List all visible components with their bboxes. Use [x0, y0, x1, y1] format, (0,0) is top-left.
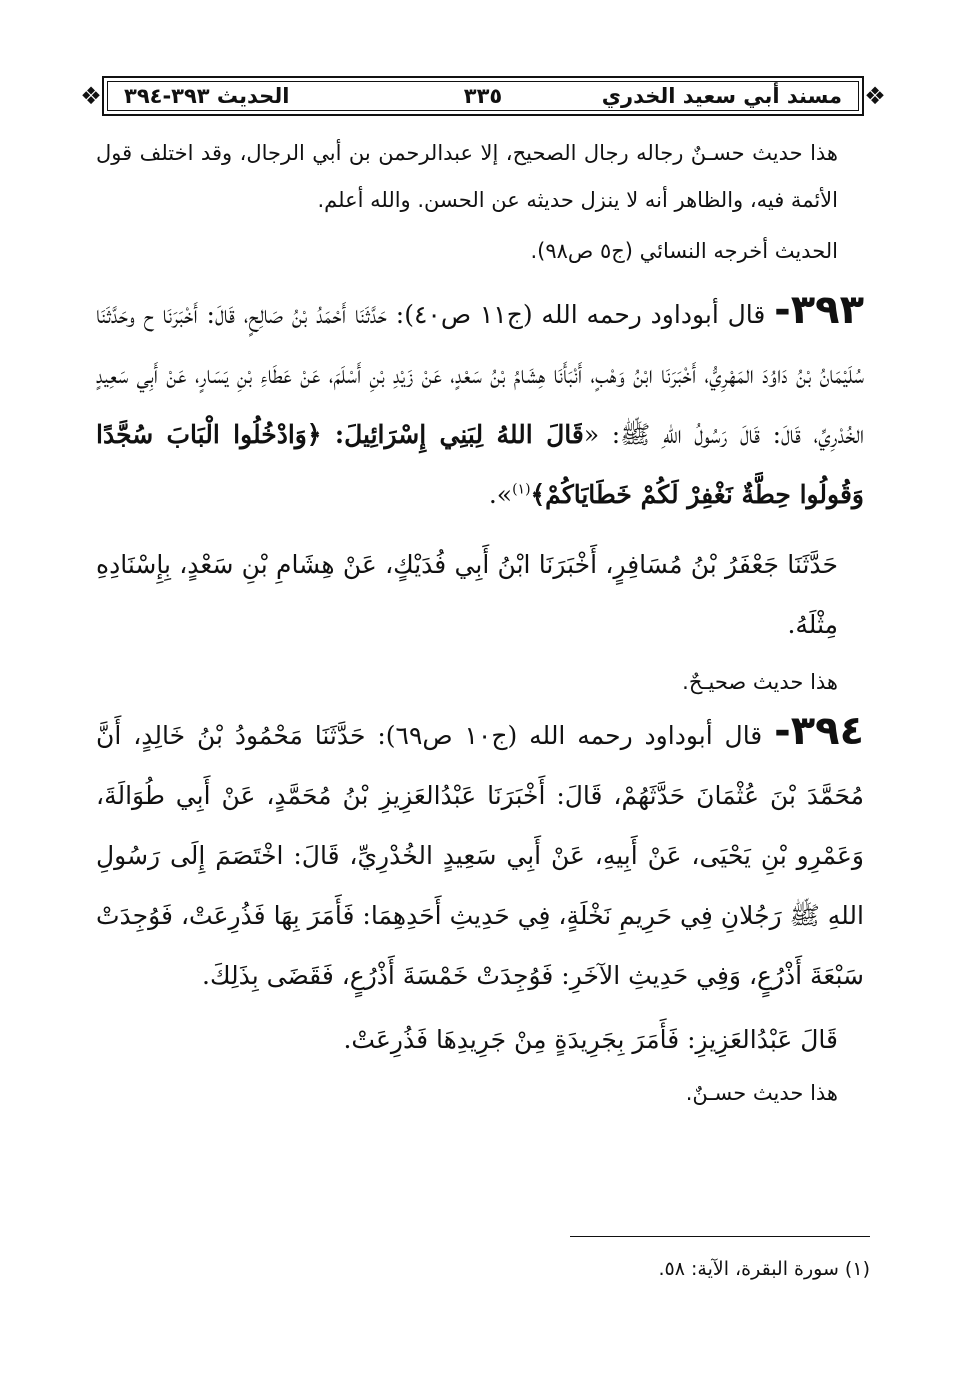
intro-takhrij: الحديث أخرجه النسائي (ج٥ ص٩٨). [530, 239, 838, 263]
hadith-394 [96, 706, 864, 1006]
hadith-number-393: ٣٩٣- [774, 287, 865, 333]
hadith-393-grade: هذا حديث صحيـحٌ. [682, 670, 838, 694]
footnote-divider [570, 1236, 870, 1237]
hadith-393 [96, 285, 864, 525]
quote-close: ». [488, 480, 513, 509]
hadith-393-second-chain: حَدَّثَنَا جَعْفَرُ بْنُ مُسَافِرٍ، أَخْبَرَنَا ابْنُ أَبِي فُدَيْكٍ، عَنْ هِشَامِ بْنِ سَعْدٍ، بِإِسْنَادِهِ مِثْلَهُ. [96, 550, 838, 639]
quran-quote: قَالَ اللهُ لِبَنِي إِسْرَائِيلَ: ﴿وَادْخُلُوا الْبَابَ سُجَّدًا وَقُولُوا حِطَّةٌ نَغْفِرْ لَكُمْ خَطَايَاكُمْ﴾ [96, 420, 864, 509]
hadith-number-394: ٣٩٤- [774, 708, 865, 754]
hadith-range: الحديث ٣٩٣-٣٩٤ [124, 84, 290, 108]
hadith-393-text: قال أبوداود رحمه الله (ج١١ ص٤٠): حَدَّثَنَا أَحْمَدُ بْنُ صَالِحٍ، قَالَ: أَخْبَرَنَا ح وحَدَّثَنَا سُلَيْمَانُ بْنُ دَاوُدَ المَهْرِيُّ، أَخْبَرَنَا ابْنُ وَهْبٍ، أَنْبَأَنَا هِشَامُ بْنُ سَعْدٍ، عَنْ زَيْدِ بْنِ أَسْلَمَ، عَنْ عَطَاءِ بْنِ يَسَارٍ، عَنْ أَبِي سَعِيدٍ الخُدْرِيِّ، قَالَ: قَالَ رَسُولُ اللهِ ﷺ: « [96, 300, 865, 449]
ornament-left-icon: ❖ [80, 82, 102, 110]
page-body [96, 130, 864, 1117]
hadith-394-text: قال أبوداود رحمه الله (ج١٠ ص٦٩): حَدَّثَنَا مَحْمُودُ بْنُ خَالِدٍ، أَنَّ مُحَمَّدَ بْنَ عُثْمَانَ حَدَّثَهُمْ، قَالَ: أَخْبَرَنَا عَبْدُالعَزِيزِ بْنُ مُحَمَّدٍ، عَنْ أَبِي طُوَالَةَ، وَعَمْرِو بْنِ يَحْيَى، عَنْ أَبِيهِ، عَنْ أَبِي سَعِيدٍ الخُدْرِيِّ، قَالَ: اخْتَصَمَ إِلَى رَسُولِ اللهِ ﷺ رَجُلانِ فِي حَرِيمِ نَخْلَةٍ، فِي حَدِيثِ أَحَدِهِمَا: فَأَمَرَ بِهَا فَذُرِعَتْ، فَوُجِدَتْ سَبْعَةَ أَذْرُعٍ، وَفِي حَدِيثِ الآخَرِ: فَوُجِدَتْ خَمْسَةَ أَذْرُعٍ، فَقَضَى بِذَلِكَ. [96, 721, 864, 990]
ornament-right-icon: ❖ [864, 82, 886, 110]
footnote-1: (١) سورة البقرة، الآية: ٥٨. [658, 1258, 870, 1280]
page-number: ٣٣٥ [463, 84, 503, 108]
footnote-ref-1[interactable]: (١) [512, 481, 531, 498]
page-header [80, 68, 886, 124]
hadith-394-note: قَالَ عَبْدُالعَزِيزِ: فَأَمَرَ بِجَرِيدَةٍ مِنْ جَرِيدِهَا فَذُرِعَتْ. [343, 1025, 838, 1054]
hadith-394-grade: هذا حديث حسـنٌ. [685, 1081, 838, 1105]
running-title: مسند أبي سعيد الخدري [601, 84, 842, 108]
intro-grade: هذا حديث حسـنٌ رجاله رجال الصحيح، إلا عبدالرحمن بن أبي الرجال، وقد اختلف قول الأئمة فيه، والظاهر أنه لا ينزل حديثه عن الحسن. والله أعلم. [96, 141, 838, 212]
